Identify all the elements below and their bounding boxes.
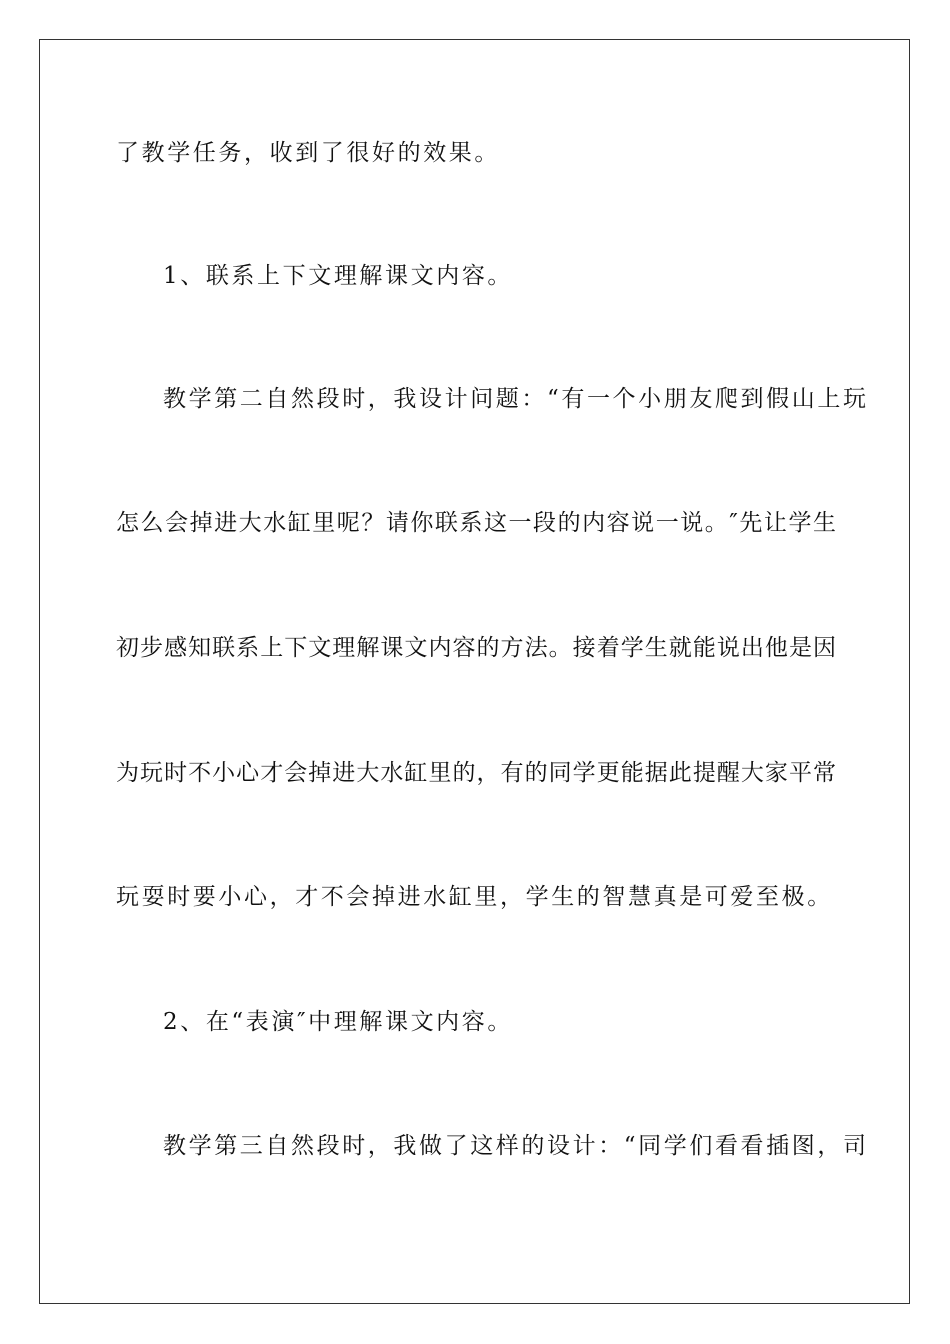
text-line-1: 了教学任务，收到了很好的效果。 — [116, 140, 500, 166]
text-line-5: 初步感知联系上下文理解课文内容的方法。接着学生就能说出他是因 — [116, 635, 836, 661]
heading-1: 1、联系上下文理解课文内容。 — [163, 263, 514, 289]
text-line-6: 为玩时不小心才会掉进大水缸里的，有的同学更能据此提醒大家平常 — [116, 760, 836, 786]
heading-2: 2、在“表演″中理解课文内容。 — [163, 1009, 513, 1035]
text-line-4: 怎么会掉进大水缸里呢？请你联系这一段的内容说一说。″先让学生 — [116, 510, 836, 536]
text-line-3: 教学第二自然段时，我设计问题：“有一个小朋友爬到假山上玩 — [163, 386, 869, 412]
text-line-9: 教学第三自然段时，我做了这样的设计：“同学们看看插图，司 — [163, 1133, 869, 1159]
text-line-7: 玩耍时要小心，才不会掉进水缸里，学生的智慧真是可爱至极。 — [116, 884, 833, 910]
page-border — [39, 39, 910, 1304]
